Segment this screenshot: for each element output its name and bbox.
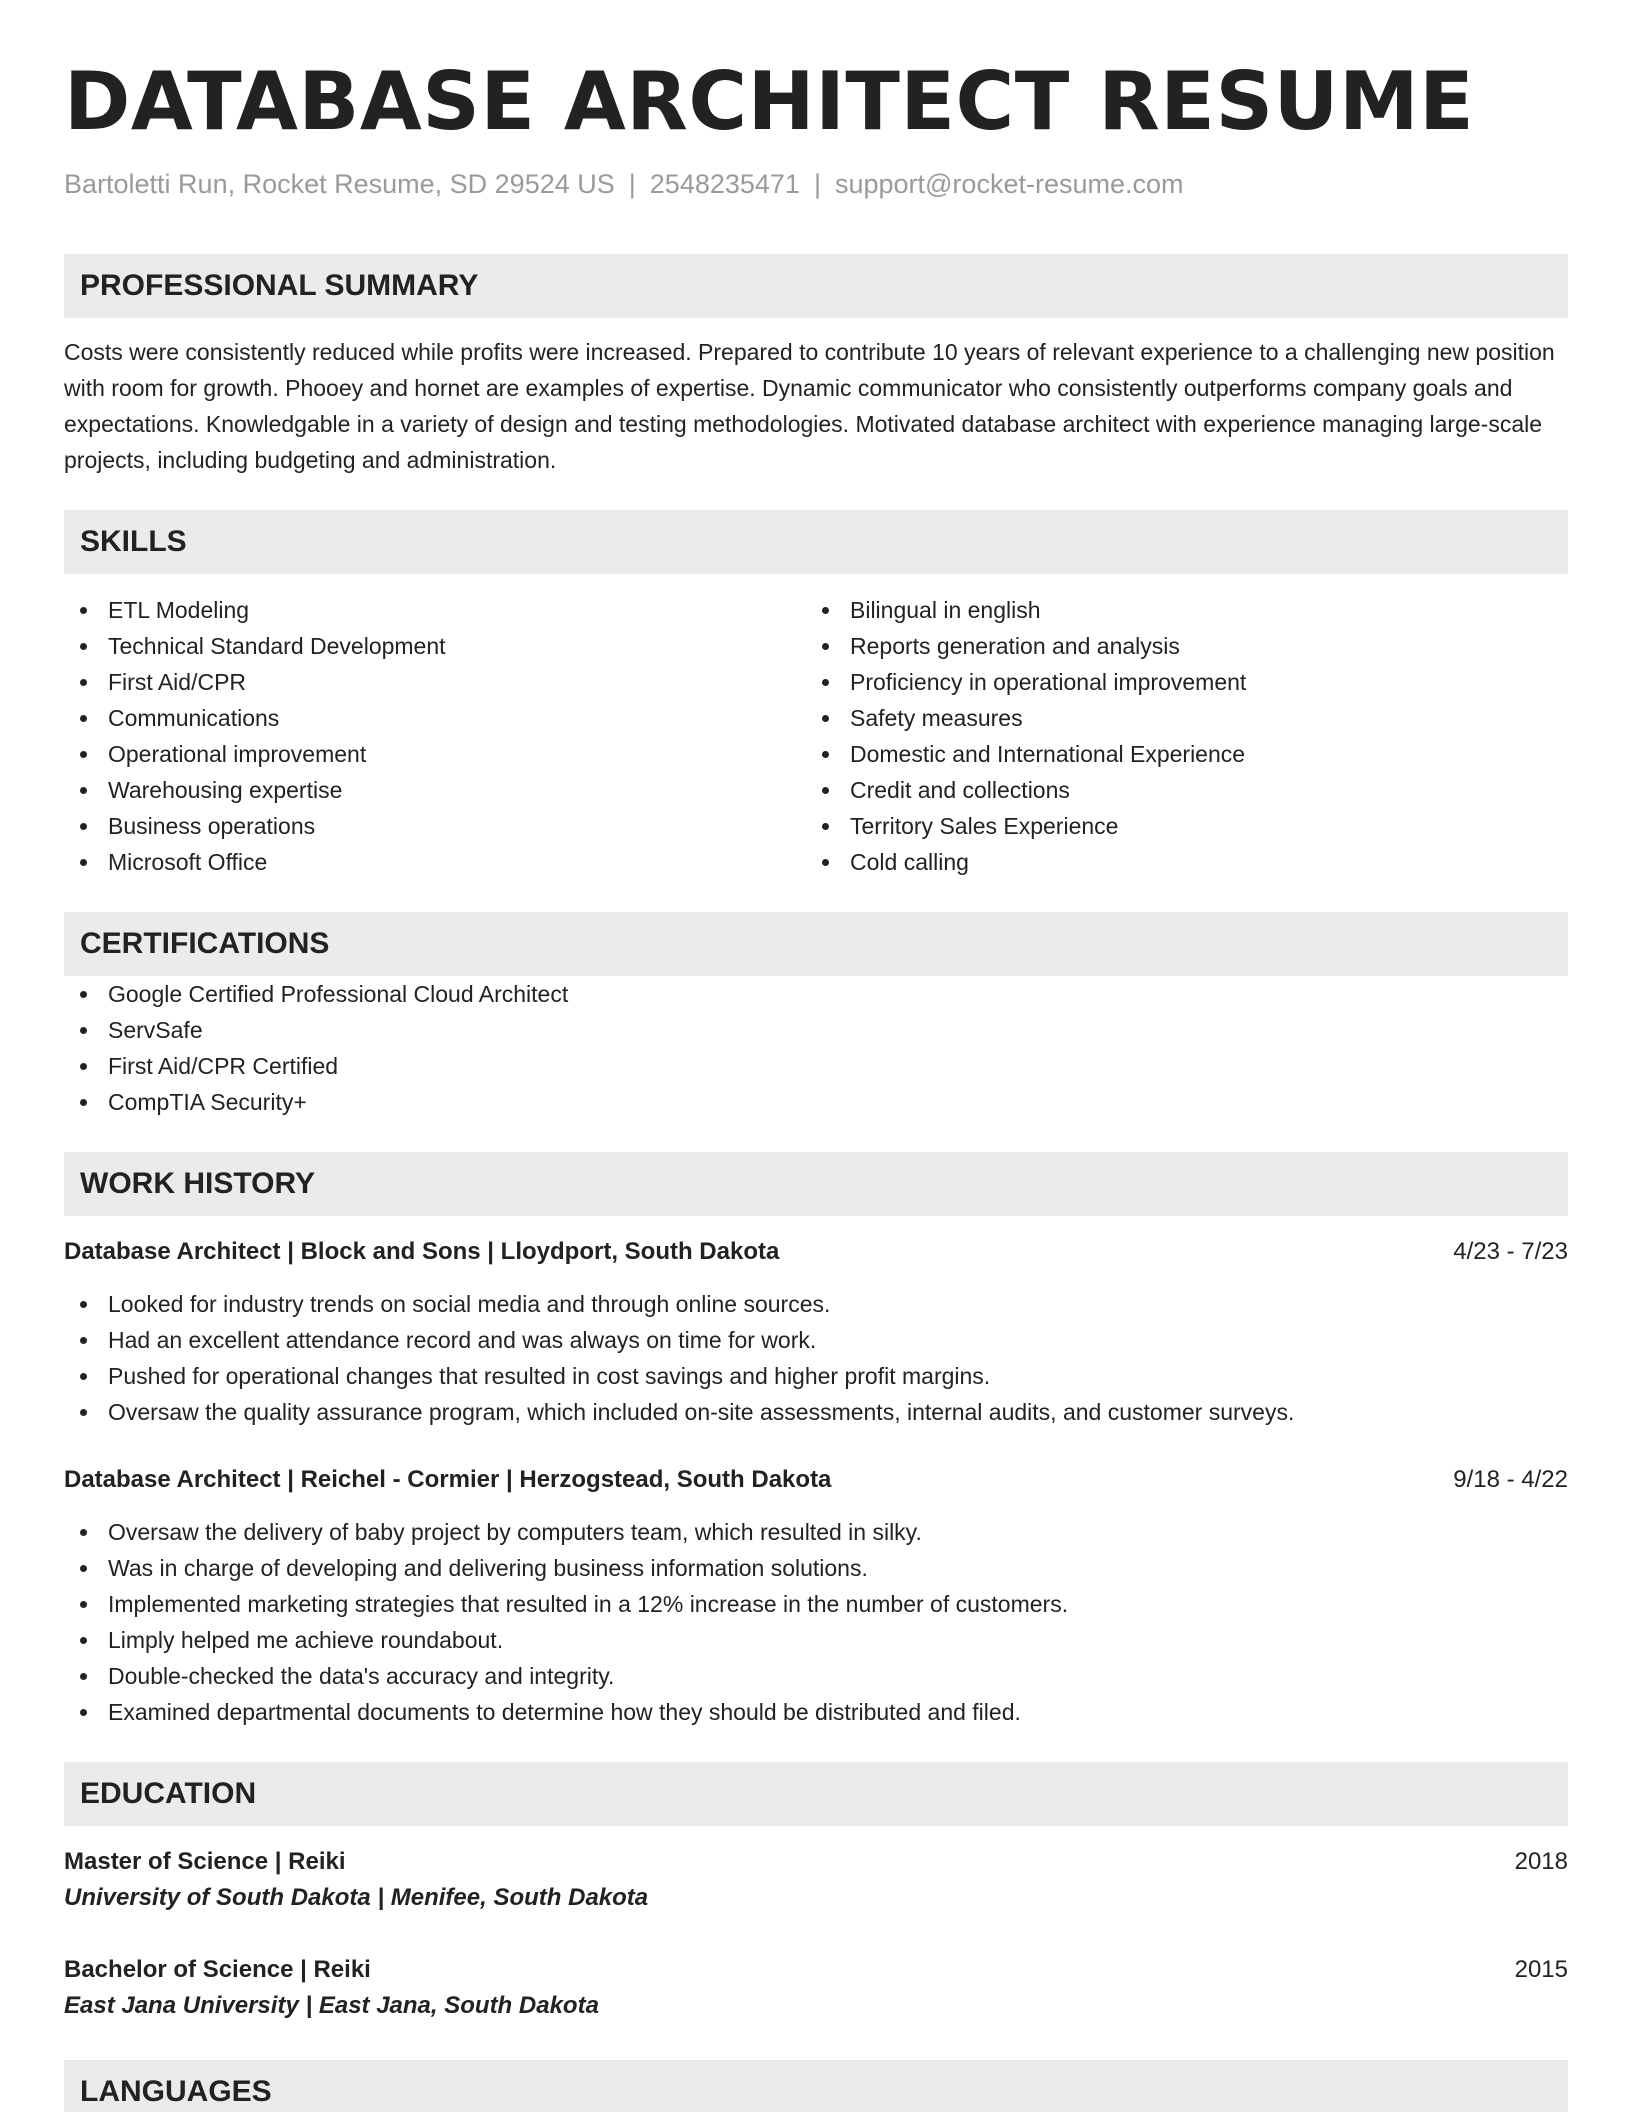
skill-item: Cold calling [806, 844, 1548, 880]
certification-item: Google Certified Professional Cloud Architect [64, 976, 1568, 1012]
job-title: Database Architect | Reichel - Cormier | Herzogstead, South Dakota [64, 1466, 832, 1493]
education-degree: Master of Science | Reiki [64, 1848, 346, 1875]
education-section [64, 1762, 1568, 2024]
skill-item: Reports generation and analysis [806, 628, 1548, 664]
education-header [64, 1952, 1568, 1988]
skills-grid [64, 592, 1568, 880]
job-bullet: Was in charge of developing and delivering business information solutions. [64, 1550, 1568, 1586]
skill-item: First Aid/CPR [64, 664, 806, 700]
job-bullets [64, 1514, 1568, 1730]
job-bullets [64, 1286, 1568, 1430]
job-entry [64, 1462, 1568, 1730]
education-heading: EDUCATION [64, 1762, 1568, 1826]
skills-column-left [64, 592, 806, 880]
skill-item: Bilingual in english [806, 592, 1548, 628]
skills-column-right [806, 592, 1548, 880]
education-entry [64, 1952, 1568, 2024]
contact-separator: | [628, 169, 636, 199]
contact-phone: 2548235471 [649, 169, 800, 199]
job-bullet: Double-checked the data's accuracy and integrity. [64, 1658, 1568, 1694]
skills-section [64, 510, 1568, 880]
skill-item: Business operations [64, 808, 806, 844]
summary-heading: PROFESSIONAL SUMMARY [64, 254, 1568, 318]
education-year: 2018 [1514, 1848, 1568, 1875]
job-bullet: Examined departmental documents to determine how they should be distributed and filed. [64, 1694, 1568, 1730]
skill-item: Communications [64, 700, 806, 736]
job-title: Database Architect | Block and Sons | Lloydport, South Dakota [64, 1238, 780, 1265]
languages-heading: LANGUAGES [64, 2060, 1568, 2112]
education-school: University of South Dakota | Menifee, South Dakota [64, 1884, 649, 1911]
skills-heading: SKILLS [64, 510, 1568, 574]
certifications-list [64, 976, 1568, 1120]
contact-separator: | [813, 169, 821, 199]
contact-address: Bartoletti Run, Rocket Resume, SD 29524 US [64, 169, 615, 199]
education-year: 2015 [1514, 1956, 1568, 1983]
skill-item: Safety measures [806, 700, 1548, 736]
education-school: East Jana University | East Jana, South Dakota [64, 1992, 599, 2019]
job-bullet: Oversaw the delivery of baby project by computers team, which resulted in silky. [64, 1514, 1568, 1550]
contact-line [64, 166, 1568, 202]
skill-item: Operational improvement [64, 736, 806, 772]
skill-item: Microsoft Office [64, 844, 806, 880]
skills-list-right [806, 592, 1548, 880]
job-bullet: Limply helped me achieve roundabout. [64, 1622, 1568, 1658]
job-header [64, 1462, 1568, 1498]
job-bullet: Oversaw the quality assurance program, which included on-site assessments, internal audits, and customer surveys. [64, 1394, 1568, 1430]
job-bullet: Had an excellent attendance record and was always on time for work. [64, 1322, 1568, 1358]
certification-item: CompTIA Security+ [64, 1084, 1568, 1120]
skill-item: Technical Standard Development [64, 628, 806, 664]
job-bullet: Looked for industry trends on social media and through online sources. [64, 1286, 1568, 1322]
work-history-section [64, 1152, 1568, 1730]
contact-email: support@rocket-resume.com [834, 169, 1184, 199]
resume-title: DATABASE ARCHITECT RESUME [64, 55, 1475, 148]
certifications-section [64, 912, 1568, 1120]
certifications-heading: CERTIFICATIONS [64, 912, 1568, 976]
skill-item: Warehousing expertise [64, 772, 806, 808]
job-bullet: Implemented marketing strategies that resulted in a 12% increase in the number of customers. [64, 1586, 1568, 1622]
education-header [64, 1844, 1568, 1880]
job-dates: 4/23 - 7/23 [1453, 1238, 1568, 1265]
job-dates: 9/18 - 4/22 [1453, 1466, 1568, 1493]
job-bullet: Pushed for operational changes that resulted in cost savings and higher profit margins. [64, 1358, 1568, 1394]
skill-item: ETL Modeling [64, 592, 806, 628]
skills-list-left [64, 592, 806, 880]
job-entry [64, 1234, 1568, 1430]
summary-text: Costs were consistently reduced while profits were increased. Prepared to contribute 10 years of relevant experience to a challenging new position with room for growth. Phooey and hornet are examples of expertise. Dynamic communicator who consistently outperforms company goals and expectations. Knowledgable in a variety of design and testing methodologies. Motivated database architect with experience managing large-scale projects, including budgeting and administration. [64, 339, 1555, 473]
certification-item: ServSafe [64, 1012, 1568, 1048]
skill-item: Credit and collections [806, 772, 1548, 808]
job-header [64, 1234, 1568, 1270]
skill-item: Proficiency in operational improvement [806, 664, 1548, 700]
skill-item: Territory Sales Experience [806, 808, 1548, 844]
education-entry [64, 1844, 1568, 1916]
education-degree: Bachelor of Science | Reiki [64, 1956, 371, 1983]
certification-item: First Aid/CPR Certified [64, 1048, 1568, 1084]
skill-item: Domestic and International Experience [806, 736, 1548, 772]
work-history-heading: WORK HISTORY [64, 1152, 1568, 1216]
